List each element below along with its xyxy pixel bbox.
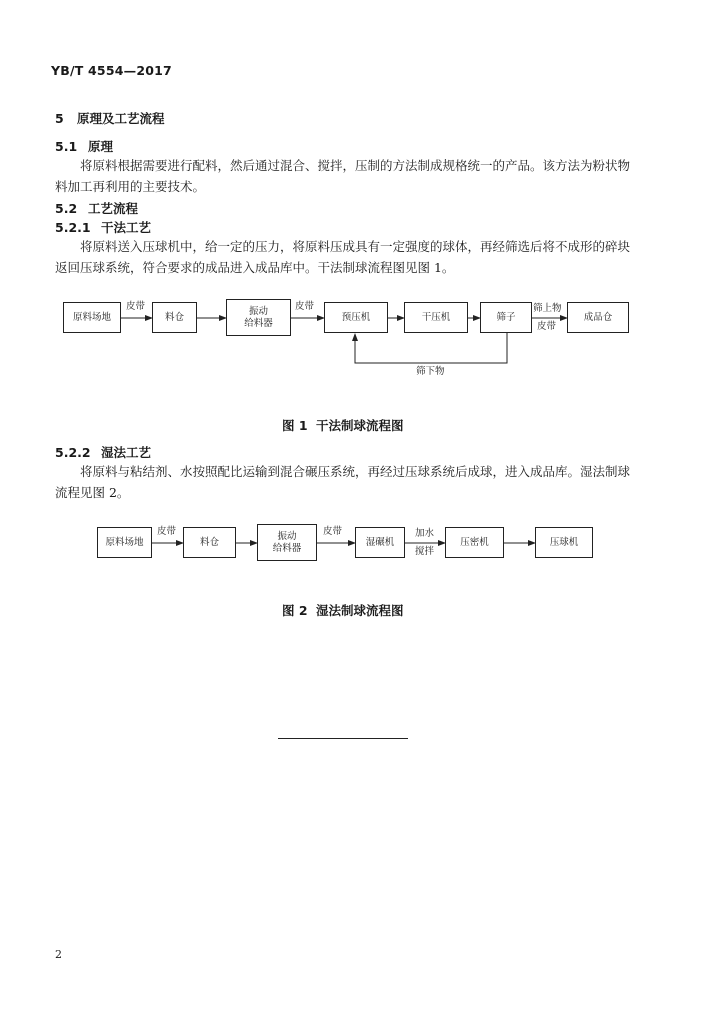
box-line: 给料器 — [244, 317, 273, 329]
section-title: 工艺流程 — [88, 201, 139, 216]
label-belt: 皮带 — [126, 301, 146, 312]
box-compactor: 压密机 — [445, 527, 504, 558]
label-stir: 搅拌 — [415, 546, 435, 557]
section-title: 干法工艺 — [101, 220, 152, 235]
figure-number: 图 1 — [282, 418, 308, 433]
label-belt: 皮带 — [537, 321, 557, 332]
section-5-2-2-line-1: 将原料与粘结剂、水按照配比运输到混合碾压系统，再经过压球系统后成球，进入成品库。湿法制球 — [80, 464, 631, 479]
section-5-2-2-line-2: 流程见图 2。 — [55, 485, 130, 500]
box-line: 振动 — [277, 530, 297, 542]
section-title: 原理 — [88, 139, 114, 154]
box-product-silo: 成品仓 — [567, 302, 629, 333]
box-silo: 料仓 — [183, 527, 236, 558]
section-number: 5.2.1 — [55, 220, 91, 235]
section-title: 原理及工艺流程 — [77, 111, 165, 126]
section-number: 5.2.2 — [55, 445, 91, 460]
box-line: 振动 — [248, 305, 268, 317]
box-vibrating-feeder — [257, 524, 317, 561]
label-belt: 皮带 — [157, 526, 177, 537]
section-5-2-1-line-1: 将原料送入压球机中，给一定的压力，将原料压成具有一定强度的球体，再经筛选后将不成形的碎块 — [80, 239, 631, 254]
figure-title: 湿法制球流程图 — [316, 603, 404, 618]
box-briquetting-press: 压球机 — [535, 527, 593, 558]
figure-number: 图 2 — [282, 603, 308, 618]
section-number: 5.2 — [55, 201, 78, 216]
label-add-water: 加水 — [415, 528, 435, 539]
figure-2-caption — [282, 601, 404, 619]
box-pre-press: 预压机 — [324, 302, 388, 333]
section-number: 5 — [55, 111, 64, 126]
figure-title: 干法制球流程图 — [316, 418, 404, 433]
label-oversize: 筛上物 — [533, 303, 562, 314]
box-silo: 料仓 — [152, 302, 197, 333]
box-raw-material-yard: 原料场地 — [63, 302, 121, 333]
label-belt: 皮带 — [295, 301, 315, 312]
page-number: 2 — [55, 948, 62, 961]
label-undersize: 筛下物 — [416, 366, 445, 377]
box-line: 给料器 — [272, 542, 302, 554]
box-wet-mill: 湿碾机 — [355, 527, 405, 558]
box-raw-material-yard: 原料场地 — [97, 527, 152, 558]
section-5-1-line-1: 将原料根据需要进行配料，然后通过混合、搅拌，压制的方法制成规格统一的产品。该方法为粉状物 — [80, 158, 631, 173]
end-of-text-rule — [278, 738, 408, 739]
section-title: 湿法工艺 — [101, 445, 152, 460]
label-belt: 皮带 — [323, 526, 343, 537]
section-5-2-1-line-2: 返回压球系统，符合要求的成品进入成品库中。干法制球流程图见图 1。 — [55, 260, 455, 275]
box-dry-press: 干压机 — [404, 302, 468, 333]
section-number: 5.1 — [55, 139, 78, 154]
section-5-1-line-2: 料加工再利用的主要技术。 — [55, 179, 206, 194]
box-screen: 筛子 — [480, 302, 532, 333]
standard-code: YB/T 4554—2017 — [51, 63, 172, 78]
